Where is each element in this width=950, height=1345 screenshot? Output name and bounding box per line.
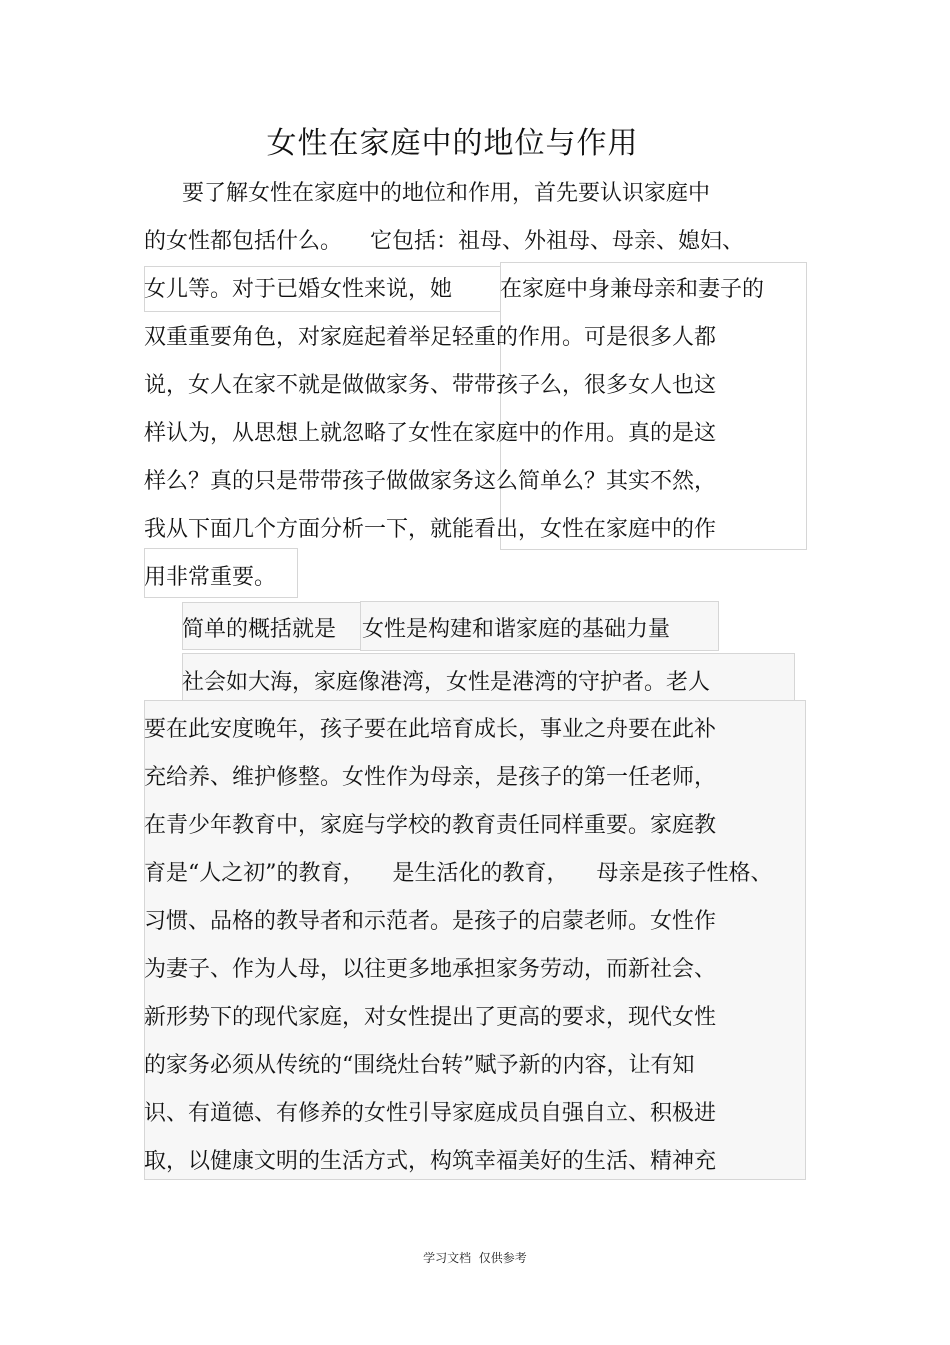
paragraph-line: 在青少年教育中，家庭与学校的教育责任同样重要。家庭教 <box>144 813 717 838</box>
paragraph-line: 社会如大海，家庭像港湾，女性是港湾的守护者。老人 <box>182 670 711 695</box>
paragraph-line: 样么？真的只是带带孩子做做家务这么简单么？其实不然， <box>144 469 717 494</box>
paragraph-line: 样认为，从思想上就忽略了女性在家庭中的作用。真的是这 <box>144 421 717 446</box>
paragraph-line: 取，以健康文明的生活方式，构筑幸福美好的生活、精神充 <box>144 1149 717 1174</box>
paragraph-line: 的家务必须从传统的“围绕灶台转”赋予新的内容，让有知 <box>144 1053 695 1078</box>
paragraph-line: 为妻子、作为人母，以往更多地承担家务劳动，而新社会、 <box>144 957 717 982</box>
paragraph-line: 习惯、品格的教导者和示范者。是孩子的启蒙老师。女性作 <box>144 909 717 934</box>
paragraph-line: 的女性都包括什么。 它包括：祖母、外祖母、母亲、媳妇、 <box>144 229 744 254</box>
summary-lead: 简单的概括就是 <box>182 617 337 642</box>
paragraph-line: 新形势下的现代家庭，对女性提出了更高的要求，现代女性 <box>144 1005 717 1030</box>
page-footer: 学习文档 仅供参考 <box>423 1251 527 1265</box>
paragraph-line: 用非常重要。 <box>144 565 277 590</box>
paragraph-line: 要在此安度晚年，孩子要在此培育成长，事业之舟要在此补 <box>144 717 717 742</box>
layout-box <box>500 262 807 550</box>
paragraph-line: 识、有道德、有修养的女性引导家庭成员自强自立、积极进 <box>144 1101 717 1126</box>
paragraph-line: 充给养、维护修整。女性作为母亲，是孩子的第一任老师， <box>144 765 717 790</box>
paragraph-line: 要了解女性在家庭中的地位和作用，首先要认识家庭中 <box>182 181 711 206</box>
paragraph-line: 我从下面几个方面分析一下，就能看出，女性在家庭中的作 <box>144 517 717 542</box>
paragraph-line: 女儿等。对于已婚女性来说，她 <box>144 277 453 302</box>
paragraph-line: 双重重要角色，对家庭起着举足轻重的作用。可是很多人都 <box>144 325 717 350</box>
paragraph-line: 育是“人之初”的教育， 是生活化的教育， 母亲是孩子性格、 <box>144 861 773 886</box>
document-title: 女性在家庭中的地位与作用 <box>266 126 639 161</box>
paragraph-line: 说，女人在家不就是做做家务、带带孩子么，很多女人也这 <box>144 373 717 398</box>
paragraph-line: 在家庭中身兼母亲和妻子的 <box>500 277 765 302</box>
summary-highlight: 女性是构建和谐家庭的基础力量 <box>362 617 671 642</box>
